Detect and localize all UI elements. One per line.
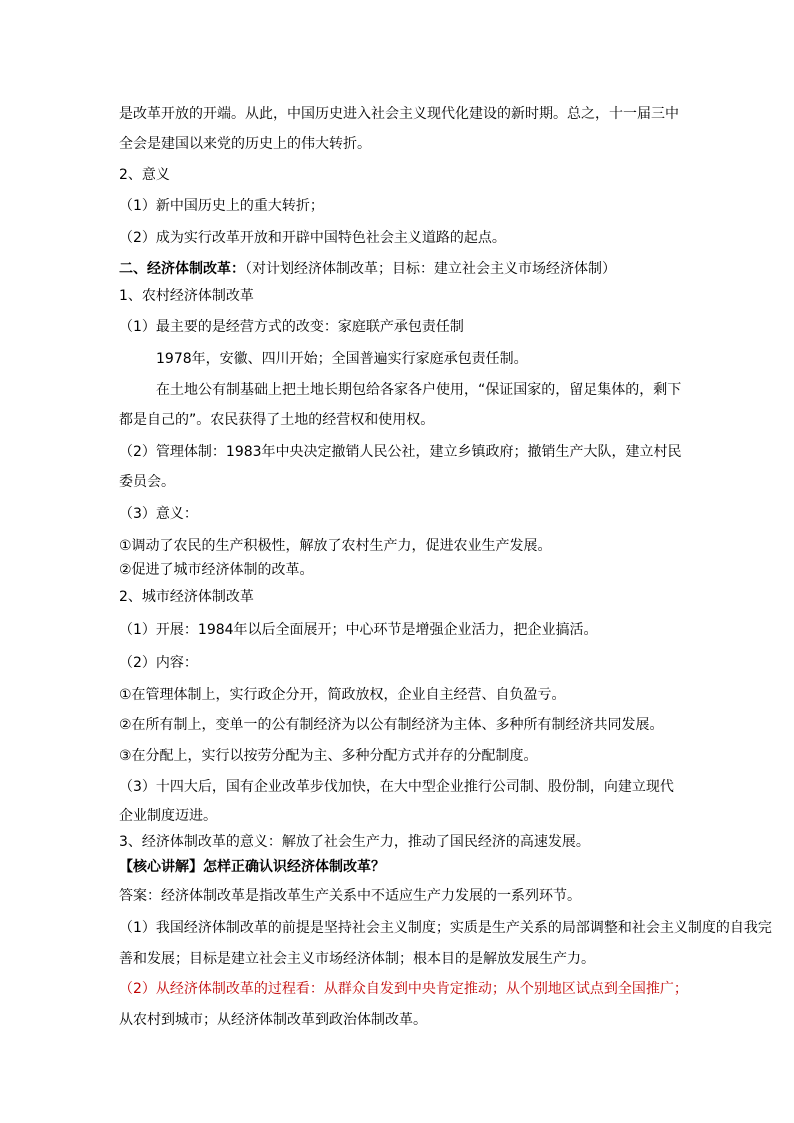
list-item: （2）管理体制：1983年中央决定撤销人民公社，建立乡镇政府；撤销生产大队，建立村民	[119, 444, 682, 460]
text-line: 1978年，安徽、四川开始；全国普遍实行家庭承包责任制。	[156, 351, 528, 367]
text-line: 委员会。	[119, 474, 175, 490]
text-line: 是改革开放的开端。从此，中国历史进入社会主义现代化建设的新时期。总之，十一届三中	[119, 106, 679, 122]
list-item: ①在管理体制上，实行政企分开，简政放权，企业自主经营、自负盈亏。	[119, 687, 566, 703]
subsection-heading: 3、经济体制改革的意义：解放了社会生产力，推动了国民经济的高速发展。	[119, 834, 590, 850]
list-item: ①调动了农民的生产积极性，解放了农村生产力，促进农业生产发展。	[119, 538, 552, 554]
list-item: （1）我国经济体制改革的前提是坚持社会主义制度；实质是生产关系的局部调整和社会主义制度的自我完	[119, 920, 772, 936]
list-item: （2）内容：	[119, 655, 198, 671]
list-item: （1）新中国历史上的重大转折；	[119, 198, 324, 214]
section-heading-note: （对计划经济体制改革；目标：建立社会主义市场经济体制）	[245, 261, 616, 277]
text-line: 善和发展；目标是建立社会主义市场经济体制；根本目的是解放发展生产力。	[119, 951, 595, 967]
text-line: 企业制度迈进。	[119, 808, 217, 824]
section-heading-line	[119, 260, 779, 278]
core-explanation-heading: 【核心讲解】怎样正确认识经济体制改革？	[119, 859, 385, 875]
text-line: 从农村到城市；从经济体制改革到政治体制改革。	[119, 1012, 427, 1028]
list-item: ②在所有制上，变单一的公有制经济为以公有制经济为主体、多种所有制经济共同发展。	[119, 717, 664, 733]
text-line: 都是自己的”。农民获得了土地的经营权和使用权。	[119, 412, 435, 428]
answer-line: 答案：经济体制改革是指改革生产关系中不适应生产力发展的一系列环节。	[119, 888, 581, 904]
list-item: （2）成为实行改革开放和开辟中国特色社会主义道路的起点。	[119, 230, 506, 246]
list-item: （1）最主要的是经营方式的改变：家庭联产承包责任制	[119, 319, 464, 335]
list-item: （1）开展：1984年以后全面展开；中心环节是增强企业活力，把企业搞活。	[119, 622, 598, 638]
highlight-line: （2）从经济体制改革的过程看：从群众自发到中央肯定推动；从个别地区试点到全国推广；	[119, 981, 688, 997]
text-line: 在土地公有制基础上把土地长期包给各家各户使用，“保证国家的，留足集体的，剩下	[156, 382, 682, 398]
list-item: （3）意义：	[119, 506, 198, 522]
subsection-heading: 1、农村经济体制改革	[119, 288, 254, 304]
text-line: 2、意义	[119, 167, 170, 183]
list-item: ③在分配上，实行以按劳分配为主、多种分配方式并存的分配制度。	[119, 748, 538, 764]
subsection-heading: 2、城市经济体制改革	[119, 589, 254, 605]
list-item: （3）十四大后，国有企业改革步伐加快，在大中型企业推行公司制、股份制，向建立现代	[119, 779, 674, 795]
text-line: 全会是建国以来党的历史上的伟大转折。	[119, 136, 371, 152]
section-heading: 二、经济体制改革：	[119, 261, 245, 277]
list-item: ②促进了城市经济体制的改革。	[119, 562, 314, 578]
